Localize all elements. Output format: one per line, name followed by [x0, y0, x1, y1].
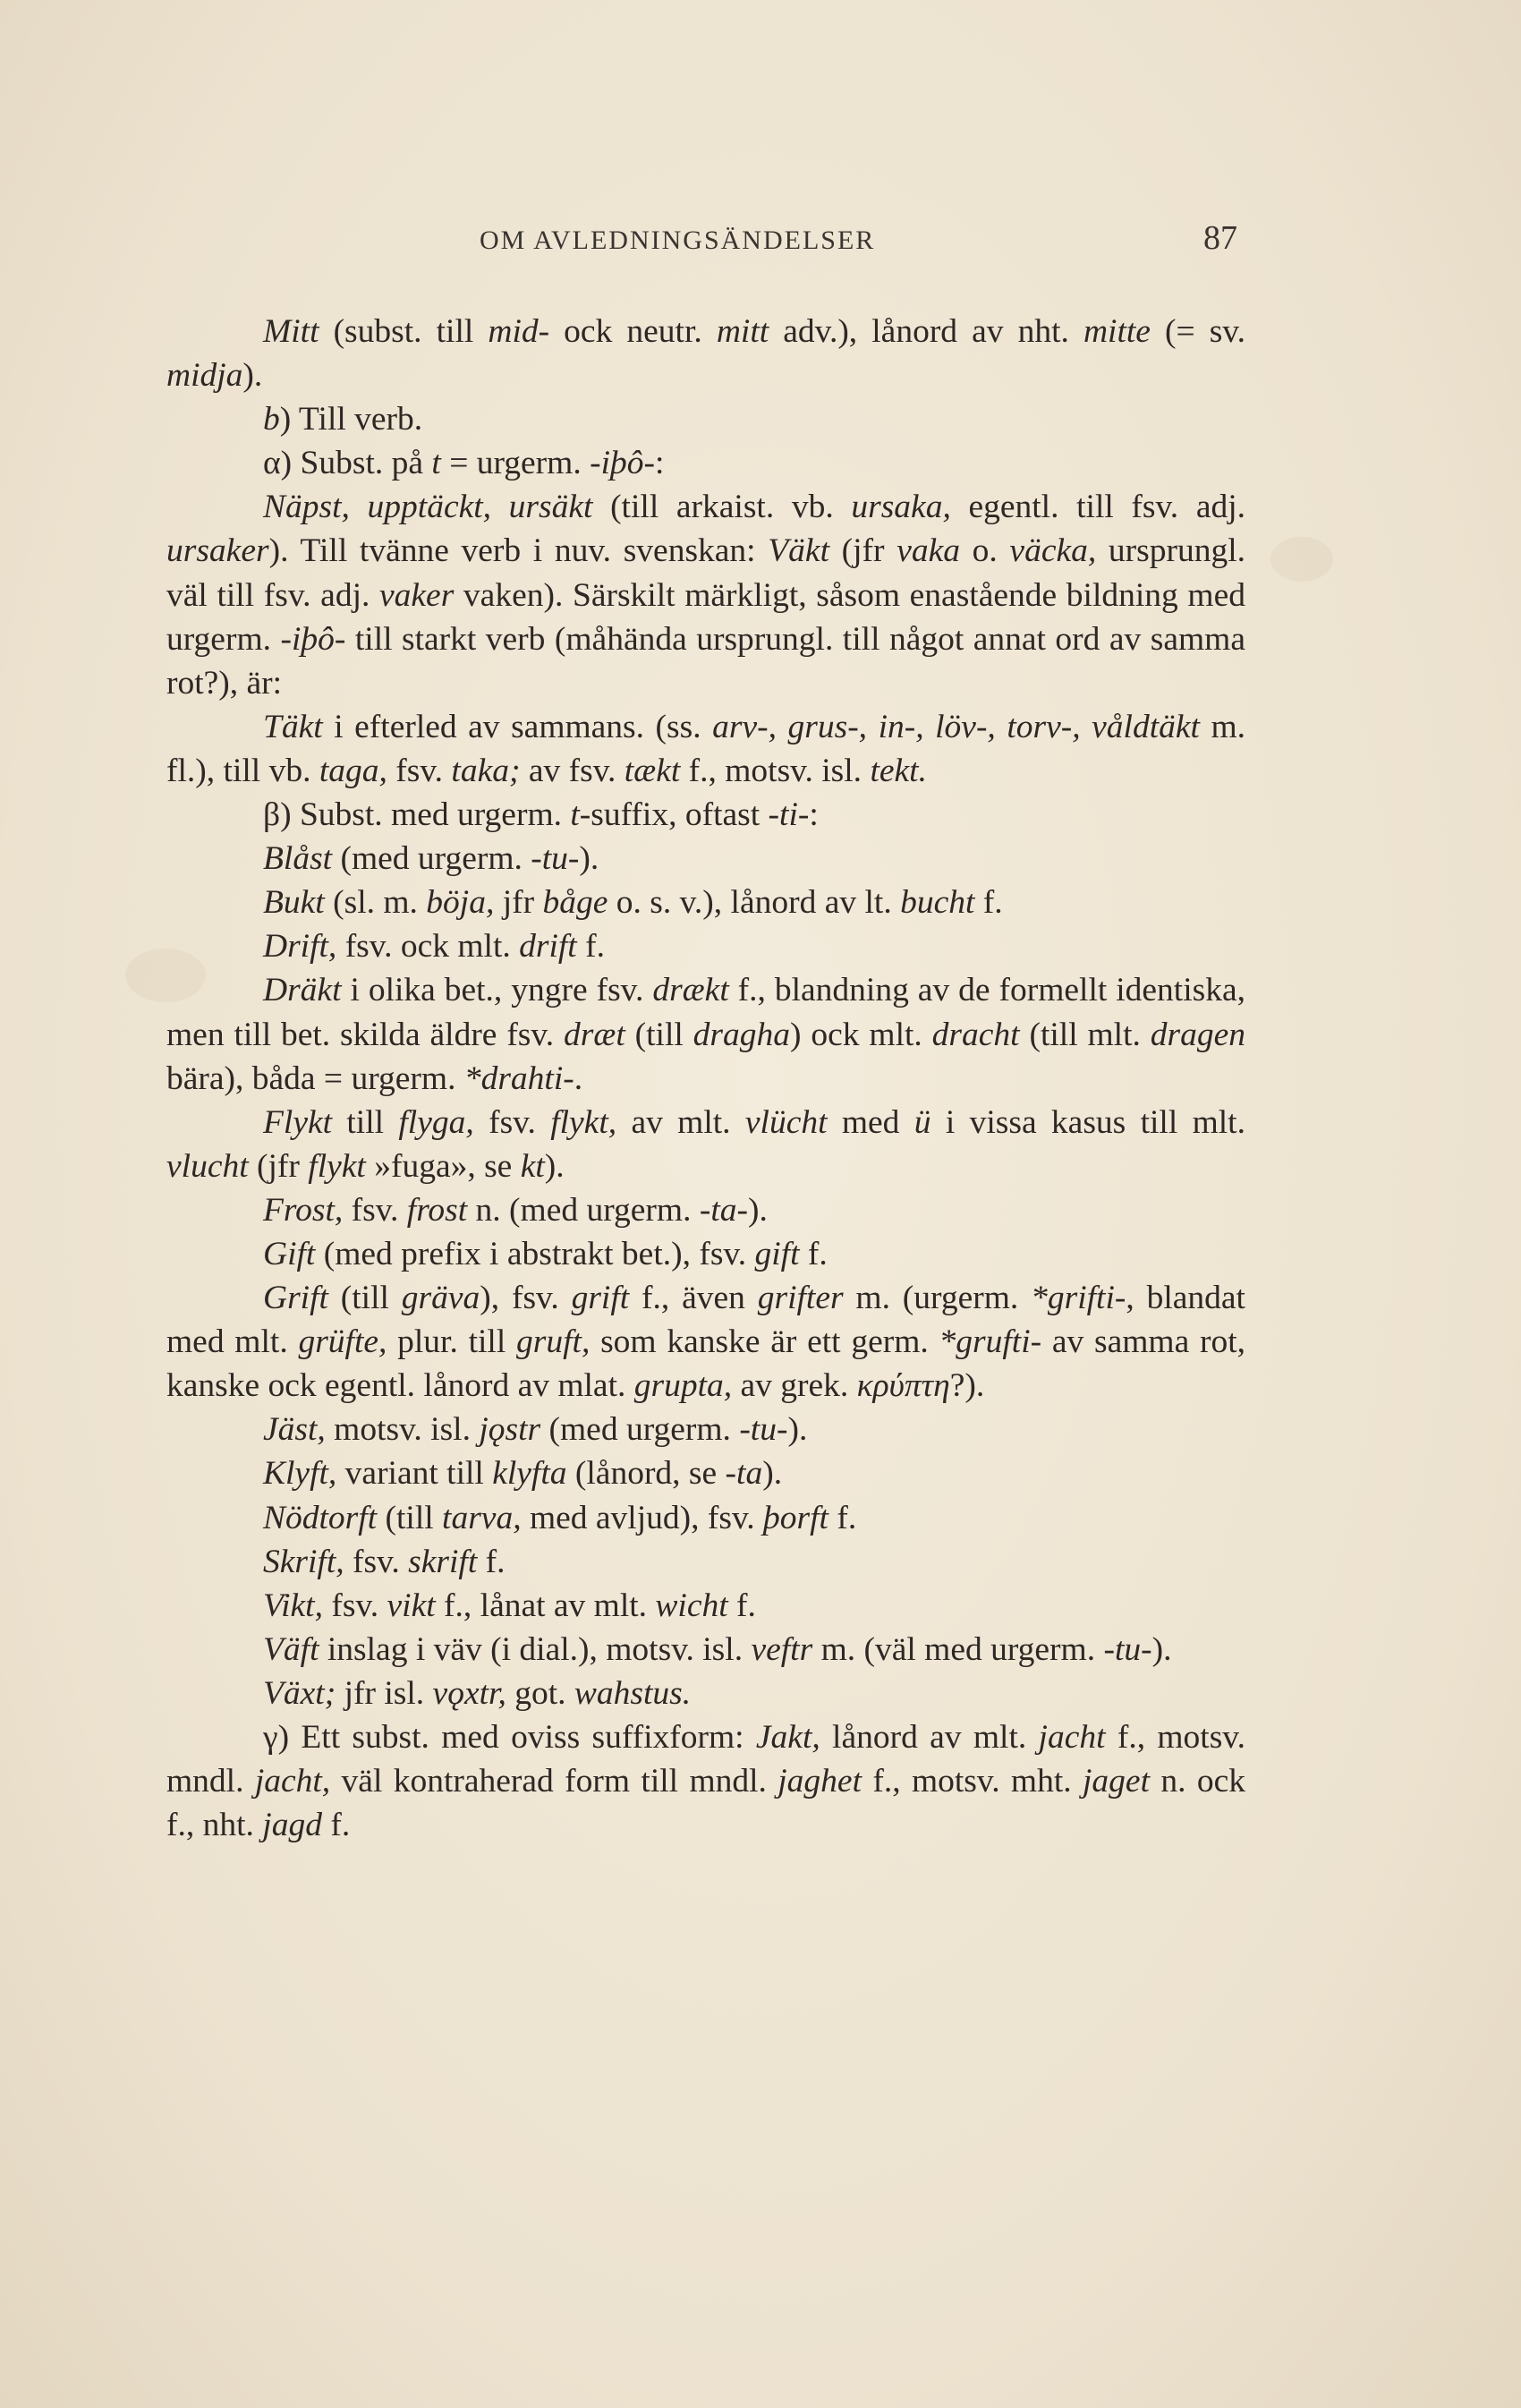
text-run: :: [809, 796, 819, 834]
italic-term: jǫstr: [479, 1411, 541, 1449]
italic-term: grifter: [757, 1280, 844, 1317]
italic-term: Täkt: [263, 708, 323, 745]
text-run: ) ock mlt.: [790, 1016, 932, 1053]
text-run: f.: [828, 1499, 857, 1536]
text-run: fsv.: [322, 1587, 387, 1624]
italic-term: drift: [519, 928, 577, 966]
italic-term: ursaka,: [851, 489, 951, 526]
text-run: (sl. m.: [324, 884, 427, 922]
text-run: f.: [799, 1235, 828, 1272]
text-run: (till: [327, 1280, 402, 1317]
text-run: egentl. till fsv. adj.: [950, 489, 1246, 526]
italic-term: gruft,: [516, 1323, 591, 1361]
paragraph-p4: [166, 485, 1245, 704]
paragraph-p8: [166, 881, 1245, 924]
italic-term: vaka: [896, 532, 960, 570]
italic-term: Väkt: [768, 532, 829, 570]
italic-term: tekt.: [870, 752, 927, 789]
text-run: i efterled av sammans. (ss.: [322, 708, 713, 745]
italic-term: vikt: [387, 1587, 436, 1624]
text-run: (med urgerm.: [332, 840, 531, 878]
italic-term: vǫxtr,: [432, 1674, 506, 1712]
italic-term: wahstus.: [574, 1674, 692, 1712]
italic-term: κρύπτη: [856, 1367, 950, 1405]
text-run: (subst. till: [319, 313, 489, 350]
italic-term: tarva,: [442, 1499, 522, 1536]
paragraph-p1: [166, 310, 1245, 397]
italic-term: arv-, grus-, in-, löv-, torv-, våldtäkt: [712, 708, 1200, 745]
italic-term: Dräkt: [263, 972, 342, 1009]
paragraph-p16: [166, 1451, 1245, 1495]
italic-term: jaget: [1083, 1763, 1150, 1800]
text-run: (till: [625, 1016, 693, 1053]
italic-term: mitt: [716, 313, 769, 350]
italic-term: -iþô-: [280, 620, 346, 658]
text-run: ?).: [949, 1367, 985, 1405]
italic-term: böja,: [426, 884, 495, 922]
italic-term: gräva: [401, 1280, 480, 1317]
italic-term: grift: [571, 1280, 630, 1317]
paragraph-p2: [166, 397, 1245, 441]
text-run: β) Subst. med urgerm.: [263, 796, 571, 834]
text-run: n. (med urgerm.: [467, 1191, 700, 1229]
text-run: γ) Ett subst. med oviss suffixform:: [263, 1719, 756, 1756]
italic-term: Nödtorft: [263, 1499, 378, 1536]
italic-term: drækt: [652, 972, 729, 1009]
text-run: med avljud), fsv.: [521, 1499, 764, 1536]
text-run: vaken). Särskilt märkligt, såsom enastående bildning med urgerm.: [166, 576, 1245, 658]
italic-term: jagd: [262, 1807, 322, 1844]
text-run: ). Till tvänne verb i nuv. svenskan:: [268, 532, 769, 570]
text-run: (lånord, se: [566, 1455, 726, 1493]
text-run: ock neutr.: [549, 313, 717, 350]
italic-term: dragha: [693, 1016, 791, 1053]
text-run: väl kontraherad form till mndl.: [330, 1763, 778, 1800]
italic-term: t: [570, 796, 580, 834]
italic-term: klyfta: [492, 1455, 567, 1493]
text-run: ).: [787, 1411, 808, 1449]
italic-term: jaghet: [777, 1763, 862, 1800]
italic-term: Flykt: [263, 1103, 333, 1141]
paragraph-p14: [166, 1276, 1245, 1408]
paragraph-p17: [166, 1496, 1245, 1540]
text-run: o. s. v.), lånord av lt.: [608, 884, 901, 922]
text-run: ursprungl. väl till fsv. adj.: [166, 532, 1245, 614]
running-title: OM AVLEDNINGSÄNDELSER: [480, 225, 876, 255]
text-run: fsv.: [473, 1103, 551, 1141]
italic-term: Klyft,: [263, 1455, 337, 1493]
italic-term: taga,: [319, 752, 387, 789]
text-run: fsv.: [344, 1543, 409, 1580]
text-run: ).: [748, 1191, 768, 1229]
italic-term: bucht: [900, 884, 975, 922]
text-run: -suffix, oftast: [579, 796, 769, 834]
paragraph-p15: [166, 1408, 1245, 1451]
italic-term: vlücht: [744, 1103, 828, 1141]
text-run: jfr: [494, 884, 543, 922]
text-run: (till mlt.: [1019, 1016, 1151, 1053]
italic-term: -iþô-: [590, 445, 655, 482]
paragraph-p7: [166, 837, 1245, 881]
italic-term: flykt: [308, 1147, 366, 1185]
italic-term: Blåst: [263, 840, 333, 878]
text-run: inslag i väv (i dial.), motsv. isl.: [319, 1630, 752, 1668]
text-run: = urgerm.: [440, 445, 591, 482]
text-run: av samma rot, kanske ock egentl. lånord av mlat.: [166, 1323, 1245, 1405]
italic-term: mitte: [1083, 313, 1151, 350]
text-run: fsv.: [343, 1191, 407, 1229]
italic-term: gift: [754, 1235, 800, 1272]
text-run: f.: [727, 1587, 756, 1624]
text-run: lånord av mlt.: [820, 1719, 1039, 1756]
text-run: f., motsv. mndl.: [166, 1719, 1245, 1800]
italic-term: ü: [913, 1103, 931, 1141]
italic-term: *grifti-: [1031, 1280, 1126, 1317]
italic-term: *drahti-: [463, 1059, 574, 1097]
italic-term: *grufti-: [939, 1323, 1042, 1361]
text-run: :: [655, 445, 665, 482]
text-run: f., lånat av mlt.: [435, 1587, 656, 1624]
italic-term: flyga,: [398, 1103, 474, 1141]
paragraph-p10: [166, 968, 1245, 1100]
italic-term: Vikt,: [263, 1587, 323, 1624]
text-run: ).: [579, 840, 599, 878]
text-run: till starkt verb (måhända ursprungl. till något annat ord av samma rot?), är:: [166, 620, 1245, 702]
text-run: av mlt.: [616, 1103, 745, 1141]
paragraph-p18: [166, 1540, 1245, 1584]
text-run: adv.), lånord av nht.: [769, 313, 1083, 350]
italic-term: veftr: [751, 1630, 813, 1668]
italic-term: väcka,: [1009, 532, 1097, 570]
italic-term: Väft: [263, 1630, 319, 1668]
text-run: variant till: [336, 1455, 493, 1493]
text-run: (till: [377, 1499, 443, 1536]
italic-term: -tu-: [739, 1411, 788, 1449]
text-run: .: [574, 1059, 583, 1097]
paragraph-p5: [166, 705, 1245, 793]
text-run: jfr isl.: [336, 1674, 433, 1712]
text-run: ).: [544, 1147, 565, 1185]
text-run: fsv. ock mlt.: [336, 928, 520, 966]
italic-term: -tu-: [1103, 1630, 1152, 1668]
text-run: (med urgerm.: [540, 1411, 740, 1449]
text-run: som kanske är ett germ.: [590, 1323, 939, 1361]
text-run: f.: [477, 1543, 506, 1580]
italic-term: vlucht: [166, 1147, 249, 1185]
text-run: motsv. isl.: [325, 1411, 480, 1449]
text-run: ) Till verb.: [279, 401, 423, 438]
italic-term: vaker: [379, 576, 455, 614]
text-run: f.: [576, 928, 605, 966]
text-run: ).: [242, 357, 263, 395]
italic-term: -ta-: [699, 1191, 748, 1229]
text-run: av grek.: [732, 1367, 857, 1405]
text-run: f., motsv. mht.: [862, 1763, 1083, 1800]
italic-term: grupta,: [633, 1367, 733, 1405]
paragraph-p20: [166, 1628, 1245, 1672]
paragraph-p3: [166, 441, 1245, 485]
italic-term: Växt;: [263, 1674, 336, 1712]
italic-term: Jäst,: [263, 1411, 326, 1449]
paragraph-p13: [166, 1232, 1245, 1276]
italic-term: Grift: [263, 1280, 328, 1317]
text-run: m. fl.), till vb.: [166, 708, 1246, 789]
italic-term: Skrift,: [263, 1543, 344, 1580]
text-run: f.: [321, 1807, 351, 1844]
page-number: 87: [1203, 219, 1237, 257]
paragraph-p22: [166, 1715, 1245, 1847]
text-run: bära), båda = urgerm.: [166, 1059, 464, 1097]
italic-term: tækt: [624, 752, 681, 789]
text-run: (jfr: [248, 1147, 309, 1185]
italic-term: skrift: [408, 1543, 478, 1580]
italic-term: Bukt: [263, 884, 325, 922]
text-run: m. (urgerm.: [843, 1280, 1032, 1317]
paragraph-p11: [166, 1101, 1245, 1188]
italic-term: b: [263, 401, 280, 438]
italic-term: Mitt: [263, 313, 319, 350]
text-run: f., även: [629, 1280, 758, 1317]
text-run: ).: [762, 1455, 783, 1493]
text-run: i vissa kasus till mlt.: [930, 1103, 1245, 1141]
text-run: α) Subst. på: [263, 445, 432, 482]
italic-term: -tu-: [531, 840, 580, 878]
text-run: (till arkaist. vb.: [592, 489, 852, 526]
text-run: o.: [959, 532, 1010, 570]
italic-term: dræt: [563, 1016, 625, 1053]
text-run: (med prefix i abstrakt bet.), fsv.: [315, 1235, 755, 1272]
paragraph-p9: [166, 924, 1245, 968]
text-run: plur. till: [387, 1323, 517, 1361]
italic-term: þorft: [763, 1499, 828, 1536]
text-run: ), fsv.: [480, 1280, 572, 1317]
text-run: f.: [974, 884, 1003, 922]
italic-term: midja: [166, 357, 243, 395]
italic-term: grüfte,: [298, 1323, 387, 1361]
italic-term: t: [431, 445, 441, 482]
text-run: m. (väl med urgerm.: [812, 1630, 1104, 1668]
text-run: ).: [1151, 1630, 1172, 1668]
italic-term: Drift,: [263, 928, 337, 966]
text-run: (jfr: [829, 532, 897, 570]
body-text: [166, 310, 1245, 1847]
italic-term: Frost,: [263, 1191, 344, 1229]
italic-term: Gift: [263, 1235, 316, 1272]
italic-term: dragen: [1150, 1016, 1245, 1053]
italic-term: båge: [542, 884, 608, 922]
italic-term: jacht: [1038, 1719, 1106, 1756]
text-run: i olika bet., yngre fsv.: [341, 972, 653, 1009]
paper-stain: [1270, 537, 1333, 582]
italic-term: flykt,: [550, 1103, 617, 1141]
italic-term: dracht: [931, 1016, 1020, 1053]
italic-term: ursaker: [166, 532, 269, 570]
italic-term: taka;: [451, 752, 521, 789]
text-run: fsv.: [387, 752, 452, 789]
italic-term: frost: [406, 1191, 468, 1229]
text-run: got.: [506, 1674, 574, 1712]
paragraph-p19: [166, 1584, 1245, 1628]
text-run: av fsv.: [520, 752, 625, 789]
italic-term: kt: [520, 1147, 545, 1185]
text-run: med: [827, 1103, 914, 1141]
italic-term: Jakt,: [755, 1719, 820, 1756]
text-run: »fuga», se: [365, 1147, 521, 1185]
page-header: [0, 218, 1521, 263]
text-run: f., blandning av de formellt identiska, men till bet. skilda äldre fsv.: [166, 972, 1245, 1053]
paragraph-p21: [166, 1672, 1245, 1715]
italic-term: -ta: [725, 1455, 763, 1493]
text-run: n. ock f., nht.: [166, 1763, 1245, 1844]
italic-term: -ti-: [768, 796, 810, 834]
italic-term: wicht: [655, 1587, 728, 1624]
text-run: f., motsv. isl.: [680, 752, 871, 789]
text-run: (= sv.: [1150, 313, 1245, 350]
italic-term: mid-: [488, 313, 550, 350]
italic-term: Näpst, upptäckt, ursäkt: [263, 489, 593, 526]
paragraph-p12: [166, 1188, 1245, 1232]
text-run: , blandat med mlt.: [166, 1280, 1245, 1361]
italic-term: jacht,: [254, 1763, 331, 1800]
text-run: till: [332, 1103, 399, 1141]
paragraph-p6: [166, 793, 1245, 837]
